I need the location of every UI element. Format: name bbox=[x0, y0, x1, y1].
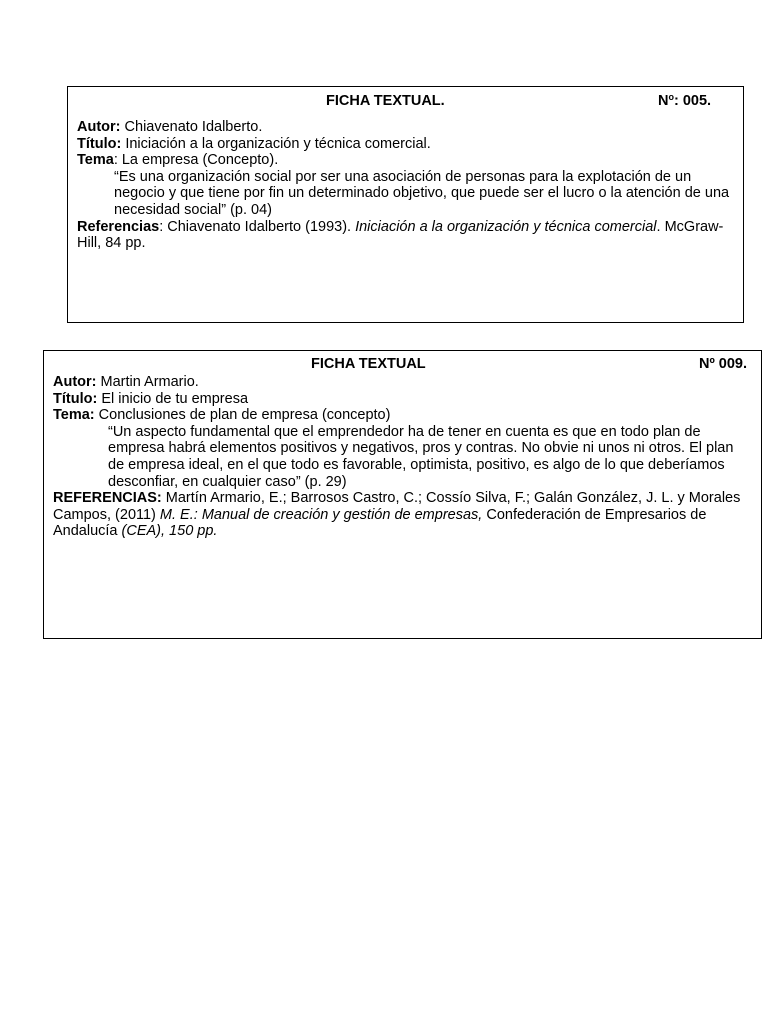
card-title: FICHA TEXTUAL. bbox=[326, 93, 445, 109]
referencias-text: : Chiavenato Idalberto (1993). bbox=[159, 218, 356, 235]
referencias-line bbox=[53, 490, 752, 540]
autor-label: Autor: bbox=[77, 119, 121, 135]
referencias-label: Referencias bbox=[77, 218, 160, 235]
card-header bbox=[53, 356, 752, 374]
tema-line bbox=[77, 152, 734, 169]
autor-value: Chiavenato Idalberto. bbox=[120, 119, 263, 135]
quote-text: “Es una organización social por ser una asociación de personas para la explotación de un negocio y que tiene por fin un determinado objetivo, que puede ser el lucro o la atención de una necesidad social” (p. 04) bbox=[114, 168, 730, 218]
autor-line bbox=[77, 119, 734, 136]
card-number bbox=[658, 93, 711, 110]
titulo-value: El inicio de tu empresa bbox=[97, 390, 249, 407]
autor-label: Autor: bbox=[53, 374, 97, 390]
tema-value: Conclusiones de plan de empresa (concepto) bbox=[94, 407, 391, 424]
autor-line bbox=[53, 374, 752, 391]
tema-label: Tema: bbox=[53, 407, 95, 424]
quote-text: “Un aspecto fundamental que el emprendedor ha de tener en cuenta es que en todo plan de empresa habrá elementos positivos y negativos, pros y contras. No obvie ni unos ni otros. El plan de empresa ideal, en el que todo es favorable, optimista, positivo, es algo de lo que deberíamos desconfiar, en cualquier caso” (p. 29) bbox=[108, 423, 734, 490]
ficha-textual-card-005 bbox=[67, 86, 744, 323]
tema-line bbox=[53, 407, 752, 424]
referencias-pages: (CEA), 150 pp. bbox=[121, 523, 218, 540]
ficha-textual-card-009 bbox=[43, 350, 762, 639]
referencias-book-title: M. E.: Manual de creación y gestión de empresas, bbox=[159, 506, 483, 523]
titulo-label: Título: bbox=[53, 390, 98, 407]
referencias-publisher: Confederación de Empresarios de Andalucía bbox=[53, 506, 707, 540]
titulo-label: Título: bbox=[77, 135, 122, 152]
tema-label: Tema bbox=[77, 152, 114, 169]
card-number-suffix: : 005. bbox=[673, 93, 712, 109]
card-header bbox=[77, 93, 734, 111]
card-number: Nº 009. bbox=[698, 356, 747, 372]
autor-value: Martin Armario. bbox=[96, 374, 199, 390]
titulo-value: Iniciación a la organización y técnica comercial. bbox=[121, 135, 431, 152]
titulo-line bbox=[77, 136, 734, 153]
referencias-line bbox=[77, 219, 734, 252]
card-number-prefix: N bbox=[658, 93, 669, 109]
referencias-publisher: . McGraw-Hill, 84 pp. bbox=[77, 218, 724, 252]
tema-value: : La empresa (Concepto). bbox=[113, 152, 279, 169]
card-title: FICHA TEXTUAL bbox=[311, 356, 426, 372]
referencias-authors: Martín Armario, E.; Barrosos Castro, C.; Cossío Silva, F.; Galán González, J. L. y Morales Campos, (2011) bbox=[53, 490, 741, 523]
titulo-line bbox=[53, 391, 752, 408]
referencias-label: REFERENCIAS: bbox=[53, 490, 162, 507]
card-number-sup: o bbox=[668, 92, 674, 102]
referencias-book-title: Iniciación a la organización y técnica comercial bbox=[355, 218, 657, 235]
